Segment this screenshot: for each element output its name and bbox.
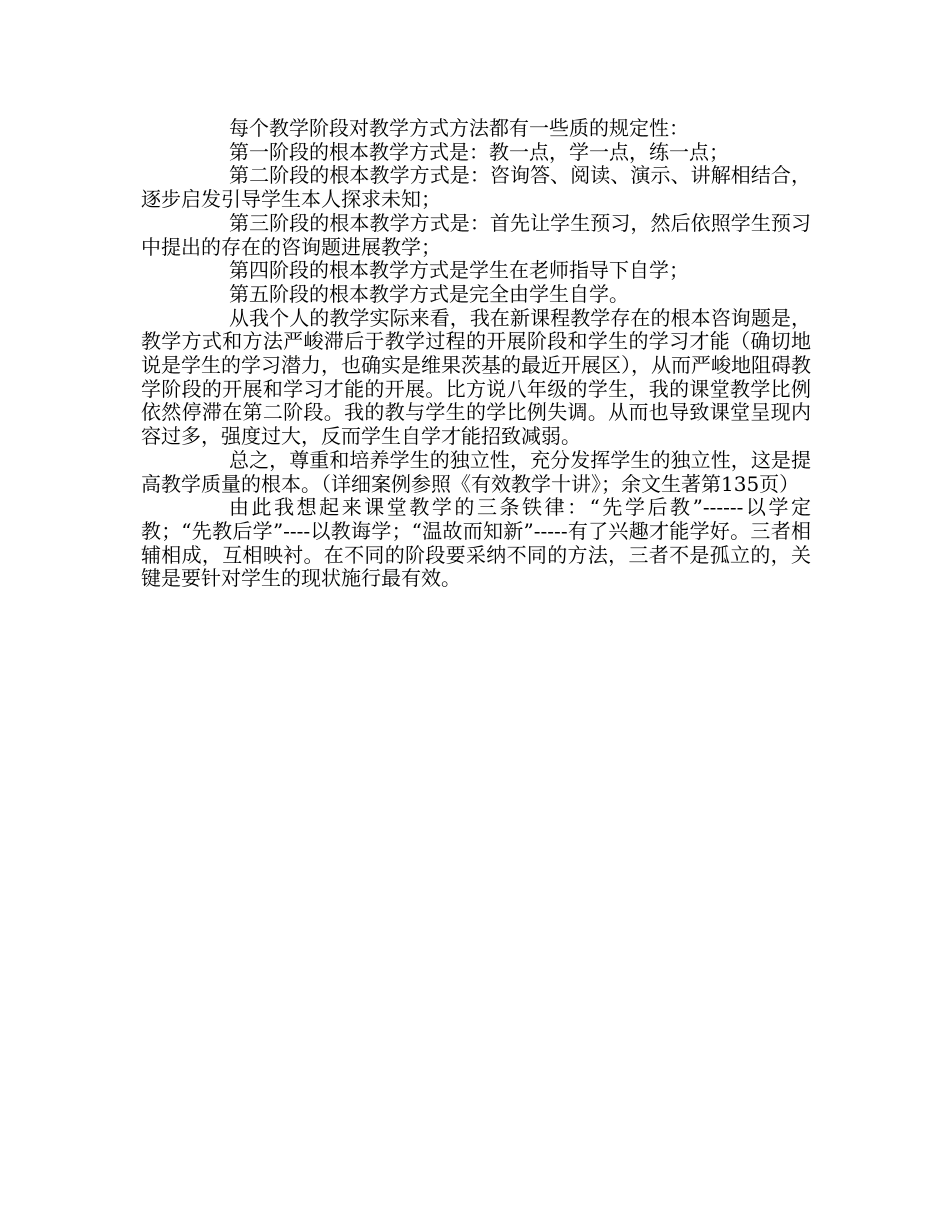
- paragraph-personal-practice: 从我个人的教学实际来看，我在新课程教学存在的根本咨询题是，教学方式和方法严峻滞后于教学过程的开展阶段和学生的学习才能（确切地说是学生的学习潜力，也确实是维果茨基的最近开展区），从而严峻地阻碍教学阶段的开展和学习才能的开展。比方说八年级的学生，我的课堂教学比例依然停滞在第二阶段。我的教与学生的学比例失调。从而也导致课堂呈现内容过多，强度过大，反而学生自学才能招致减弱。: [141, 305, 811, 449]
- paragraph-stage-one: 第一阶段的根本教学方式是：教一点，学一点，练一点；: [229, 139, 729, 164]
- paragraph-stage-five: 第五阶段的根本教学方式是完全由学生自学。: [229, 281, 629, 306]
- document-page: [141, 117, 811, 591]
- paragraph-stage-three: 第三阶段的根本教学方式是：首先让学生预习，然后依照学生预习中提出的存在的咨询题进展教学；: [141, 210, 811, 259]
- paragraph-stage-two: 第二阶段的根本教学方式是：咨询答、阅读、演示、讲解相结合，逐步启发引导学生本人探求未知；: [141, 163, 811, 212]
- paragraph-stage-four: 第四阶段的根本教学方式是学生在老师指导下自学；: [229, 258, 689, 283]
- paragraph-stage-rules-intro: 每个教学阶段对教学方式方法都有一些质的规定性：: [229, 116, 689, 140]
- paragraph-three-rules: 由此我想起来课堂教学的三条铁律：“先学后教”------以学定教；“先教后学”----以教诲学；“温故而知新”-----有了兴趣才能学好。三者相辅相成，互相映衬。在不同的阶段要采纳不同的方法，三者不是孤立的，关键是要针对学生的现状施行最有效。: [141, 495, 811, 591]
- paragraph-conclusion: 总之，尊重和培养学生的独立性，充分发挥学生的独立性，这是提高教学质量的根本。（详细案例参照《有效教学十讲》；余文生著第135页）: [141, 447, 811, 496]
